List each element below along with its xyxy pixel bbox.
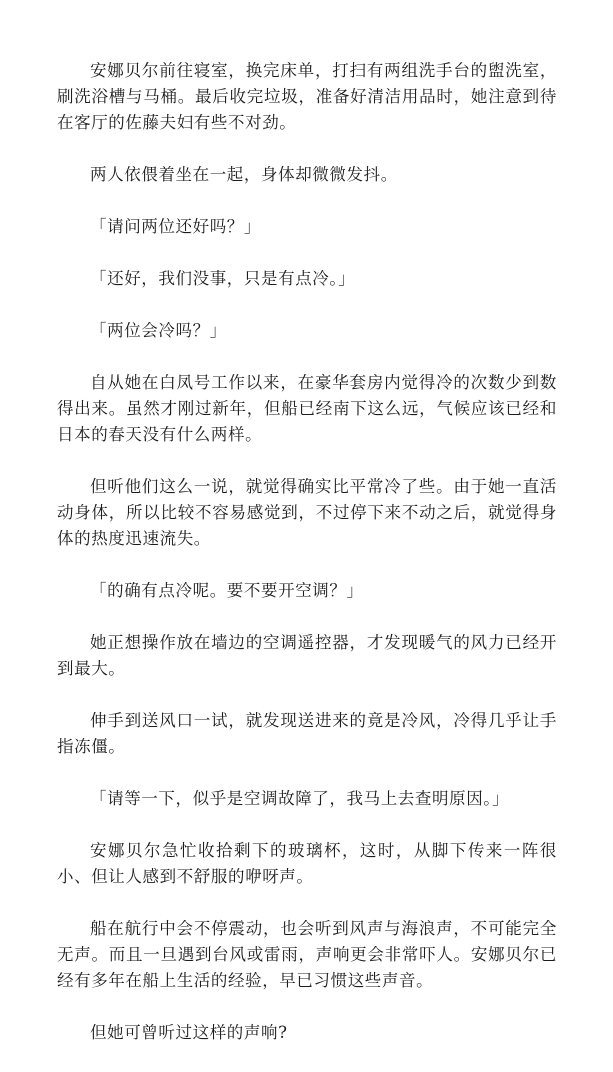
paragraph: 两人依偎着坐在一起，身体却微微发抖。 — [90, 165, 398, 184]
paragraph: 船在航行中会不停震动，也会听到风声与海浪声，不可能完全无声。而且一旦遇到台风或雷雨，声响更会非常吓人。安娜贝尔已经有多年在船上生活的经验，早已习惯这些声音。 — [57, 919, 557, 990]
text-body — [57, 58, 557, 1072]
paragraph: 伸手到送风口一试，就发现送进来的竟是冷风，冷得几乎让手指冻僵。 — [57, 711, 557, 756]
dialogue-line: 「请问两位还好吗？」 — [90, 217, 261, 236]
dialogue-line: 「的确有点冷呢。要不要开空调？」 — [90, 581, 364, 600]
paragraph: 安娜贝尔急忙收拾剩下的玻璃杯，这时，从脚下传来一阵很小、但让人感到不舒服的咿呀声。 — [57, 841, 557, 886]
paragraph: 自从她在白凤号工作以来，在豪华套房内觉得冷的次数少到数得出来。虽然才刚过新年，但船已经南下这么远，气候应该已经和日本的春天没有什么两样。 — [57, 373, 557, 444]
dialogue-line: 「两位会冷吗？」 — [90, 321, 227, 340]
paragraph: 她正想操作放在墙边的空调遥控器，才发现暖气的风力已经开到最大。 — [57, 633, 557, 678]
paragraph: 但她可曾听过这样的声响? — [90, 1023, 288, 1042]
dialogue-line: 「请等一下，似乎是空调故障了，我马上去查明原因。」 — [90, 789, 510, 808]
paragraph: 但听他们这么一说，就觉得确实比平常冷了些。由于她一直活动身体，所以比较不容易感觉到，不过停下来不动之后，就觉得身体的热度迅速流失。 — [57, 477, 557, 548]
paragraph: 安娜贝尔前往寝室，换完床单，打扫有两组洗手台的盥洗室，刷洗浴槽与马桶。最后收完垃圾，准备好清洁用品时，她注意到待在客厅的佐藤夫妇有些不对劲。 — [57, 61, 557, 132]
dialogue-line: 「还好，我们没事，只是有点冷。」 — [90, 269, 356, 288]
